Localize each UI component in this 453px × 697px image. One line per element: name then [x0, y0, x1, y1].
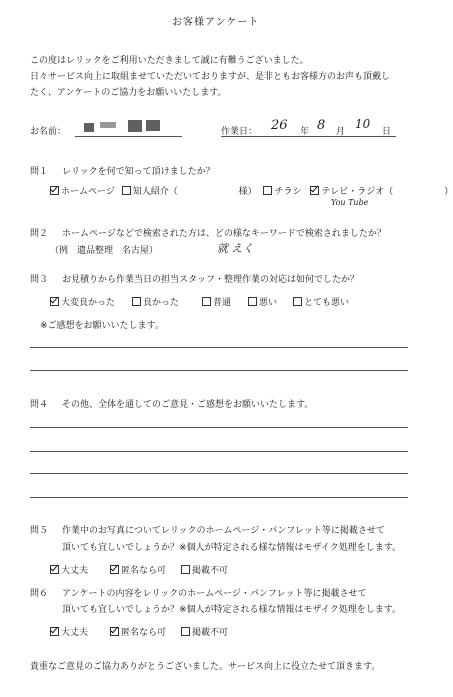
q6-option-2-label: 匿名なら可: [121, 628, 167, 638]
q5-number: 問５: [30, 526, 49, 536]
q3-option-3: [202, 295, 231, 308]
q3-comment-line[interactable]: [30, 347, 408, 348]
q3-option-1: [50, 295, 115, 308]
q1-referral-label: 知人紹介（: [132, 187, 178, 197]
q1-tv-checkbox[interactable]: [310, 186, 319, 195]
redacted-name-part: [84, 123, 94, 132]
q3-number: 問３: [30, 275, 49, 285]
footer-thanks: 貴重なご意見のご協力ありがとうございました。サービス向上に役立たせて頂きます。: [30, 662, 381, 672]
q5-option-3: [181, 563, 228, 576]
q1-tv-label: テレビ・ラジオ（: [321, 187, 394, 197]
q5-option-2-checkbox[interactable]: [110, 565, 119, 574]
q2-text: ホームページなどで検索された方は、どの様なキーワードで検索されましたか？: [62, 229, 386, 239]
q6-option-3-checkbox[interactable]: [181, 627, 190, 636]
q3-comment-line[interactable]: [30, 370, 408, 371]
q6-number: 問６: [30, 589, 49, 599]
q6-option-1-checkbox[interactable]: [50, 627, 59, 636]
q3-option-2-checkbox[interactable]: [132, 297, 141, 306]
q5-option-1-checkbox[interactable]: [50, 565, 59, 574]
q1-number: 問１: [30, 167, 49, 177]
name-label: お名前：: [30, 127, 67, 137]
q6-option-1-label: 大丈夫: [61, 628, 89, 638]
month-char: 月: [336, 127, 346, 137]
date-day-handwritten: 10: [355, 117, 371, 131]
intro-line-1: この度はレリックをご利用いただきまして誠に有難うございました。: [30, 56, 309, 66]
q5-option-3-checkbox[interactable]: [181, 565, 190, 574]
q5-option-1-label: 大丈夫: [61, 566, 89, 576]
date-label: 作業日：: [221, 127, 258, 137]
q3-option-4-label: 悪い: [259, 298, 278, 308]
redacted-name-part: [128, 120, 142, 132]
q1-referral-suffix: 様）: [238, 187, 257, 197]
q1-hp-label: ホームページ: [61, 187, 115, 197]
q1-tv-close: ）: [444, 187, 453, 197]
q4-comment-line[interactable]: [30, 451, 408, 452]
q6-option-2: [110, 625, 166, 638]
q1-options: [50, 184, 453, 197]
year-char: 年: [300, 127, 310, 137]
date-year-handwritten: 26: [271, 118, 288, 133]
q3-option-5: [293, 295, 349, 308]
q2-number: 問２: [30, 229, 49, 239]
q1-referral-checkbox[interactable]: [122, 186, 131, 195]
q1-flyer-checkbox[interactable]: [263, 186, 272, 195]
q6-text-line-2: 頂いても宜しいでしょうか？※個人が特定される様な情報はモザイク処理をします。: [62, 605, 402, 615]
q3-option-4: [248, 295, 277, 308]
q2-handwritten-answer: 就 えく: [217, 242, 254, 255]
day-char: 日: [382, 127, 392, 137]
q5-option-1: [50, 563, 88, 576]
q3-option-1-checkbox[interactable]: [50, 297, 59, 306]
intro-line-3: たく、アンケートのご協力をお願いいたします。: [30, 88, 227, 98]
redacted-name-part: [100, 122, 116, 128]
q3-option-2-label: 良かった: [143, 298, 180, 308]
q4-comment-line[interactable]: [30, 497, 408, 498]
form-title: お客様アンケート: [172, 17, 260, 28]
q1-text: レリックを何で知って頂けましたか？: [62, 167, 215, 177]
q1-flyer-label: チラシ: [274, 187, 302, 197]
q3-text: お見積りから作業当日の担当スタッフ・整理作業の対応は如何でしたか？: [62, 275, 360, 285]
q3-option-5-label: とても悪い: [304, 298, 350, 308]
q5-text-line-1: 作業中のお写真についてレリックのホームページ・パンフレット等に掲載させて: [62, 526, 385, 536]
redacted-name-part: [146, 120, 160, 131]
q4-text: その他、全体を通してのご意見・ご感想をお願いいたします。: [62, 400, 314, 410]
q5-option-2-label: 匿名なら可: [121, 566, 167, 576]
q6-text-line-1: アンケートの内容をレリックのホームページ・パンフレット等に掲載させて: [62, 589, 367, 599]
q3-option-4-checkbox[interactable]: [248, 297, 257, 306]
q5-option-3-label: 掲載不可: [192, 566, 229, 576]
q3-option-5-checkbox[interactable]: [293, 297, 302, 306]
intro-line-2: 日々サービス向上に取組ませていただいておりますが、是非ともお客様方のお声も頂戴し: [30, 72, 391, 82]
q6-option-3: [181, 625, 228, 638]
date-month-handwritten: 8: [317, 118, 326, 133]
q4-comment-line[interactable]: [30, 473, 408, 474]
q4-number: 問４: [30, 400, 49, 410]
q1-handwritten-answer: You Tube: [331, 198, 369, 207]
q5-text-line-2: 頂いても宜しいでしょうか？※個人が特定される様な情報はモザイク処理をします。: [62, 543, 402, 553]
q6-option-2-checkbox[interactable]: [110, 627, 119, 636]
q2-example: （例 遺品整理 名古屋）: [50, 246, 159, 256]
q6-option-1: [50, 625, 88, 638]
q4-comment-line[interactable]: [30, 427, 408, 428]
q3-option-3-checkbox[interactable]: [202, 297, 211, 306]
q5-option-2: [110, 563, 166, 576]
q3-comment-prompt: ※ご感想をお願いいたします。: [40, 321, 164, 331]
q3-option-3-label: 普通: [213, 298, 232, 308]
q1-hp-checkbox[interactable]: [50, 186, 59, 195]
date-underline: [221, 136, 396, 137]
q3-option-1-label: 大変良かった: [61, 298, 116, 308]
q3-option-2: [132, 295, 179, 308]
name-underline: [75, 136, 182, 137]
q6-option-3-label: 掲載不可: [192, 628, 229, 638]
